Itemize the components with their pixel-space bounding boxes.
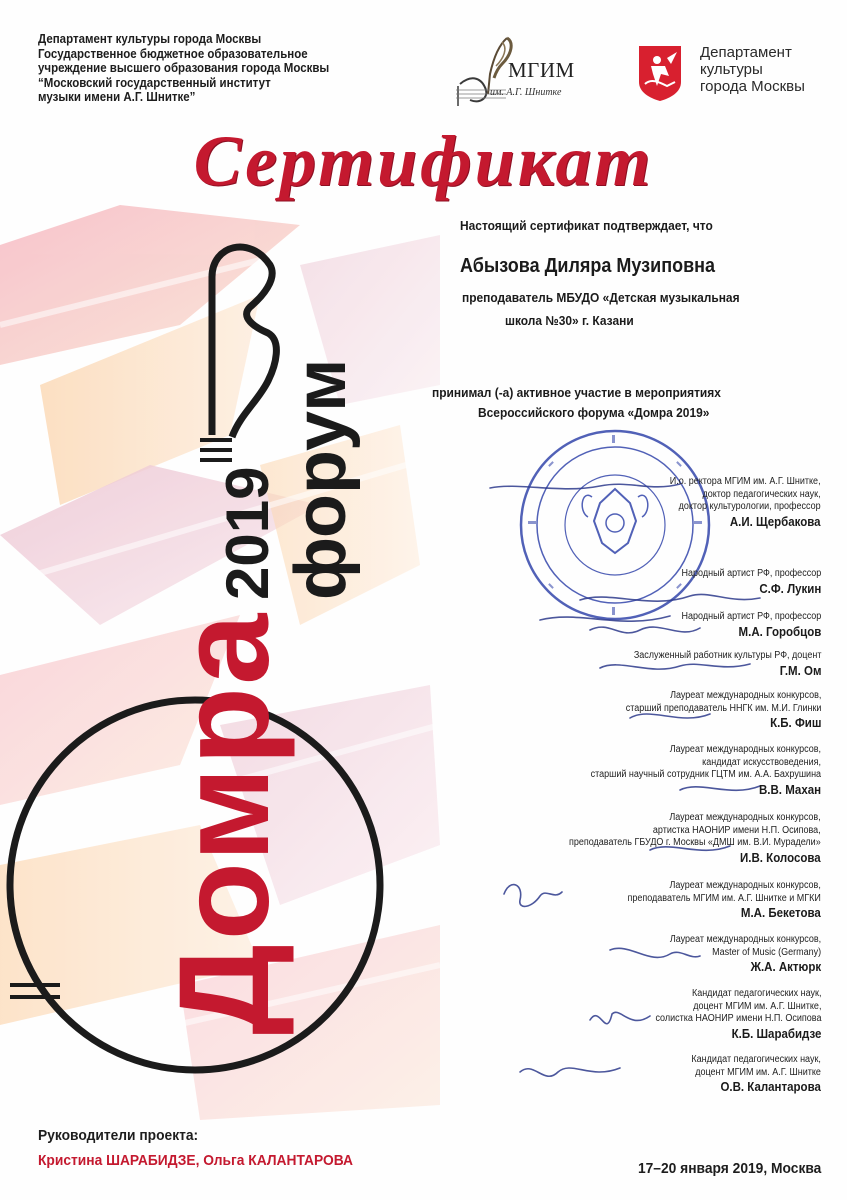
juror-entry — [677, 1054, 821, 1095]
juror-name: А.И. Щербакова — [730, 514, 821, 529]
juror-title: Народный артист РФ, профессор — [681, 611, 821, 622]
project-leaders-label: Руководители проекта: — [38, 1127, 199, 1144]
juror-title: И.о. ректора МГИМ им. А.Г. Шнитке, — [670, 476, 821, 487]
event-date-place: 17–20 января 2019, Москва — [637, 1160, 821, 1177]
dept-caption-line: Департамент — [700, 44, 792, 61]
juror-title: преподаватель ГБУДО г. Москвы «ДМШ им. В.И. Мурадели» — [569, 837, 821, 849]
mgim-subtitle: им. А.Г. Шнитке — [490, 87, 562, 98]
juror-entry — [637, 988, 821, 1042]
juror-entry — [653, 476, 821, 530]
juror-entry — [541, 812, 821, 866]
project-leaders-names: Кристина ШАРАБИДЗЕ, Ольга КАЛАНТАРОВА — [38, 1152, 354, 1169]
dept-caption-line: культуры — [700, 61, 763, 78]
issuer-line: музыки имени А.Г. Шнитке” — [38, 90, 196, 105]
juror-title: доцент МГИМ им. А.Г. Шнитке — [695, 1066, 821, 1078]
juror-title: старший преподаватель ННГК им. М.И. Глинки — [625, 702, 821, 714]
juror-entry — [613, 650, 821, 679]
juror-title: солистка НАОНИР имени Н.П. Осипова — [654, 1013, 821, 1025]
juror-title: Лауреат международных конкурсов, — [669, 880, 821, 891]
juror-title: доцент МГИМ им. А.Г. Шнитке, — [692, 1000, 821, 1012]
moscow-emblem-icon — [637, 44, 683, 102]
juror-title: артистка НАОНИР имени Н.П. Осипова, — [653, 824, 821, 836]
participation-text: принимал (-а) активное участие в мероприятиях — [432, 385, 721, 400]
mgim-name: МГИМ — [508, 58, 575, 82]
juror-title: Лауреат международных конкурсов, — [669, 934, 821, 945]
juror-entry — [666, 611, 821, 640]
juror-entry — [565, 744, 821, 798]
issuer-line: учреждение высшего образования города Москвы — [38, 61, 330, 76]
juror-name: М.А. Горобцов — [738, 624, 821, 639]
juror-title: Лауреат международных конкурсов, — [669, 744, 821, 755]
juror-name: К.Б. Шарабидзе — [731, 1026, 821, 1041]
juror-name: В.В. Махан — [758, 782, 821, 797]
poster-word-forum: форум — [281, 358, 361, 600]
juror-entry — [606, 880, 821, 921]
juror-title: старший научный сотрудник ГЦТМ им. А.А. Бахрушина — [590, 769, 821, 781]
confirmation-text: Настоящий сертификат подтверждает, что — [460, 218, 713, 233]
juror-title: доктор культурологии, профессор — [679, 501, 821, 513]
issuer-block — [38, 32, 342, 105]
dept-caption-line: города Москвы — [700, 78, 805, 95]
juror-name: Ж.А. Актюрк — [750, 960, 821, 975]
juror-name: И.В. Колосова — [740, 850, 821, 865]
juror-title: Лауреат международных конкурсов, — [669, 812, 821, 823]
poster-year: 2019 — [214, 466, 281, 600]
juror-name: О.В. Калантарова — [720, 1080, 821, 1095]
dept-caption — [700, 44, 805, 95]
recipient-position: школа №30» г. Казани — [505, 313, 634, 328]
recipient-name: Абызова Диляра Музиповна — [460, 255, 716, 277]
issuer-line: “Московский государственный институт — [38, 75, 271, 90]
issuer-line: Департамент культуры города Москвы — [38, 32, 262, 46]
certificate-title: Сертификат — [193, 121, 654, 201]
juror-title: Заслуженный работник культуры РФ, доцент — [633, 650, 821, 661]
juror-entry — [604, 690, 821, 731]
juror-name: Г.М. Ом — [779, 663, 821, 678]
juror-name: К.Б. Фиш — [769, 716, 821, 731]
poster-word-main: Домра — [153, 611, 296, 1035]
domra-forum-artwork — [0, 205, 445, 1120]
juror-entry — [653, 934, 821, 975]
juror-title: Master of Music (Germany) — [711, 946, 821, 958]
juror-title: доктор педагогических наук, — [702, 488, 821, 500]
juror-name: М.А. Бекетова — [741, 906, 821, 921]
juror-title: Кандидат педагогических наук, — [691, 1054, 821, 1065]
recipient-position: преподаватель МБУДО «Детская музыкальная — [462, 290, 740, 305]
participation-text: Всероссийского форума «Домра 2019» — [478, 405, 710, 420]
juror-title: Кандидат педагогических наук, — [691, 988, 821, 999]
issuer-line: Государственное бюджетное образовательное — [38, 46, 308, 61]
juror-name: С.Ф. Лукин — [759, 581, 821, 596]
juror-title: Народный артист РФ, профессор — [681, 568, 821, 579]
juror-entry — [666, 568, 821, 597]
juror-title: преподаватель МГИМ им. А.Г. Шнитке и МГКИ — [627, 892, 821, 904]
juror-title: Лауреат международных конкурсов, — [669, 690, 821, 701]
juror-title: кандидат искусствоведения, — [702, 756, 821, 768]
